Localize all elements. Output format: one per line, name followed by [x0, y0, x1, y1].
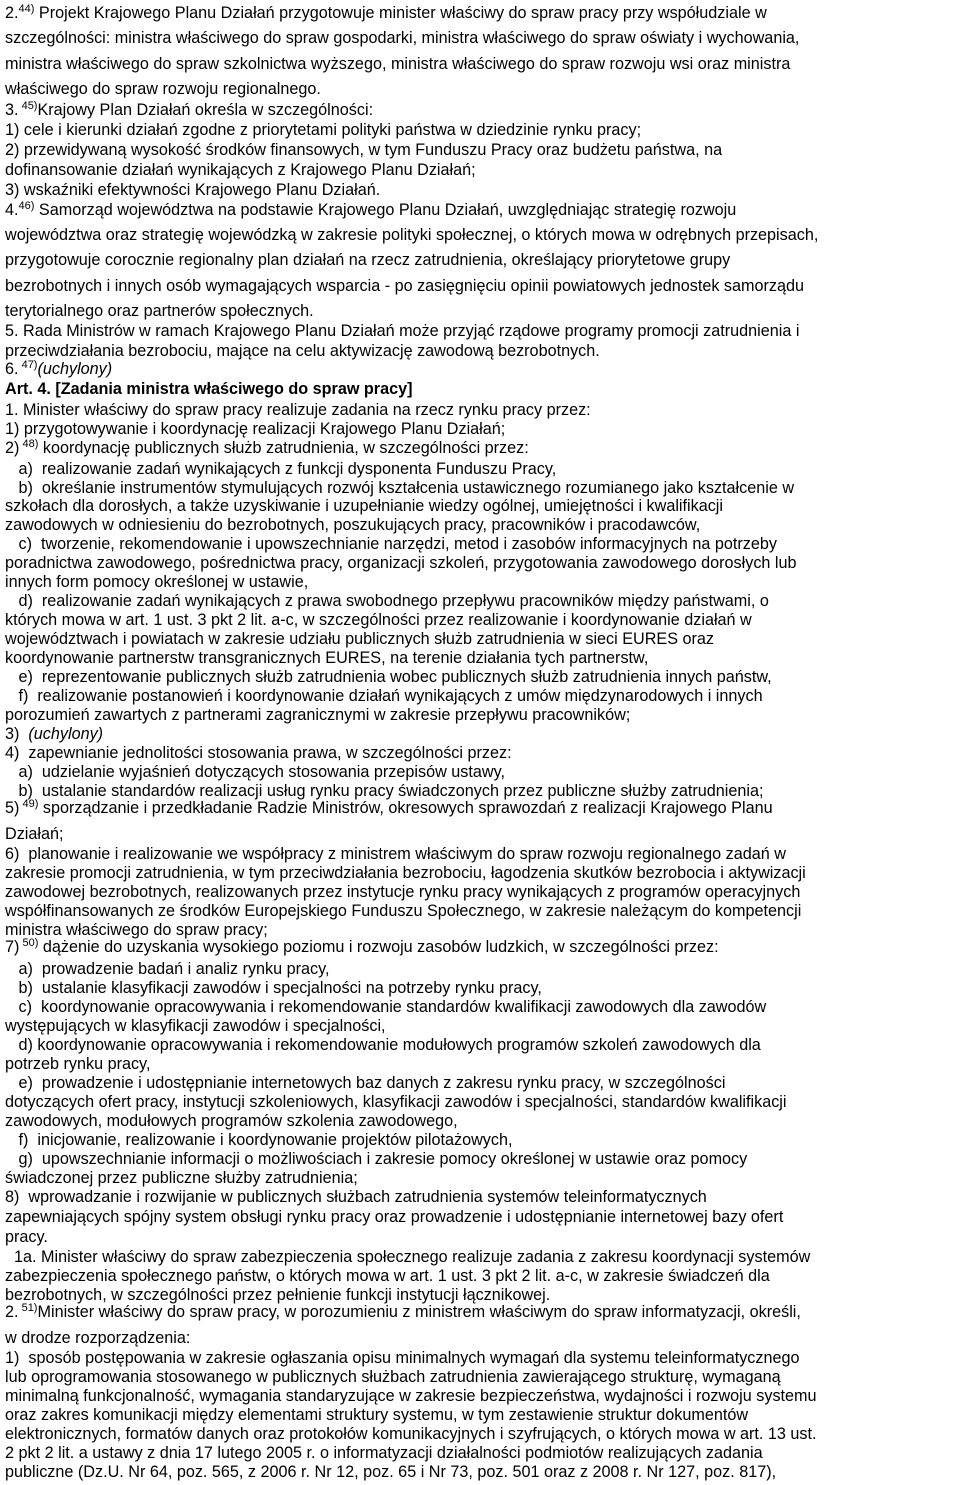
line-text: e) reprezentowanie publicznych służb zatrudnienia wobec publicznych służb zatrudnienia innych państw, [5, 668, 772, 686]
text-line [5, 302, 314, 321]
item-number: 5) [5, 799, 20, 817]
item-number: 1) [5, 420, 20, 438]
line-text: dotyczących ofert pracy, instytucji szkoleniowych, klasyfikacji zawodów i specjalności, standardów kwalifikacji [5, 1093, 787, 1111]
line-text: 1. Minister właściwy do spraw pracy realizuje zadania na rzecz rynku pracy przez: [5, 401, 591, 419]
text-line [5, 763, 505, 782]
text-line [5, 1387, 817, 1406]
line-text: e) prowadzenie i udostępnianie internetowych baz danych z zakresu rynku pracy, w szczególności [5, 1074, 726, 1092]
line-text: porozumień zawartych z partnerami zagranicznymi w zakresie przepływu pracowników; [5, 706, 631, 724]
text-line [5, 535, 777, 554]
text-line [5, 1463, 776, 1482]
line-text: przewidywaną wysokość środków finansowych, w tym Funduszu Pracy oraz budżetu państwa, na [19, 141, 723, 159]
line-text: zabezpieczenia społecznego państw, o których mowa w art. 1 ust. 3 pkt 2 lit. a-c, w zakresie świadczeń dla [5, 1267, 770, 1285]
line-text: Minister właściwy do spraw pracy, w porozumieniu z ministrem właściwym do spraw informatyzacji, określi, [37, 1303, 801, 1321]
line-text: zapewnianie jednolitości stosowania prawa, w szczególności przez: [19, 744, 512, 762]
text-line [5, 80, 321, 99]
line-text: Projekt Krajowego Planu Działań przygotowuje minister właściwy do spraw pracy przy współudziale w [34, 4, 767, 22]
line-text: Działań; [5, 825, 64, 843]
text-line [5, 611, 752, 630]
line-text: b) określanie instrumentów stymulujących rozwój kształcenia ustawicznego rozumianego jako kształcenie w [5, 479, 795, 497]
text-line [5, 322, 799, 341]
line-text: d) koordynowanie opracowywania i rekomendowanie modułowych programów szkoleń zawodowych dla [5, 1036, 761, 1054]
line-text: występujących w klasyfikacji zawodów i specjalności, [5, 1017, 386, 1035]
text-line [5, 799, 773, 818]
line-text: w drodze rozporządzenia: [5, 1329, 191, 1347]
line-text: ministra właściwego do spraw pracy; [5, 921, 268, 939]
line-text: szczególności: ministra właściwego do spraw gospodarki, ministra właściwego do spraw oświaty i wychowania, [5, 29, 800, 47]
line-text: Krajowy Plan Działań określa w szczególności: [37, 101, 374, 119]
text-line [5, 29, 799, 48]
line-text: b) ustalanie klasyfikacji zawodów i specjalności na potrzeby rynku pracy, [5, 979, 542, 997]
text-line [5, 1074, 725, 1093]
text-line [5, 554, 797, 573]
text-line [5, 1329, 190, 1348]
line-text: publiczne (Dz.U. Nr 64, poz. 565, z 2006 r. Nr 12, poz. 65 i Nr 73, poz. 501 oraz z 2008 r. Nr 127, poz. 817), [5, 1463, 777, 1481]
line-text: szkołach dla dorosłych, a także uzyskiwanie i uzupełnianie wiedzy ogólnej, umiejętności i kwalifikacji [5, 497, 723, 515]
line-text: a) realizowanie zadań wynikających z funkcji dysponenta Funduszu Pracy, [5, 460, 557, 478]
item-number: 3) [5, 725, 20, 743]
text-line [5, 1228, 48, 1247]
text-line [5, 497, 723, 516]
line-text: terytorialnego oraz partnerów społecznych. [5, 302, 314, 320]
line-text: sporządzanie i przedkładanie Radzie Ministrów, okresowych sprawozdań z realizacji Krajowego Planu [38, 799, 773, 817]
text-line [5, 420, 505, 439]
line-text: cele i kierunki działań zgodne z priorytetami polityki państwa w dziedzinie rynku pracy; [19, 121, 642, 139]
text-line [5, 181, 380, 200]
line-text: sposób postępowania w zakresie ogłaszania opisu minimalnych wymagań dla systemu teleinformatycznego [19, 1349, 800, 1367]
footnote-marker: 45) [18, 100, 38, 112]
text-line [5, 630, 714, 649]
text-line [5, 649, 648, 668]
line-text: c) koordynowanie opracowywania i rekomendowanie standardów kwalifikacji zawodowych dla zawodów [5, 998, 767, 1016]
item-number: 1) [5, 1349, 20, 1367]
text-line [5, 706, 630, 725]
text-line [5, 825, 63, 844]
line-text: oraz zakres komunikacji między elementami struktury systemu, w tym zestawienie struktur dokumentów [5, 1406, 749, 1424]
text-line [5, 1248, 810, 1267]
line-text: Samorząd województwa na podstawie Krajowego Planu Działań, uwzględniając strategię rozwoju [34, 201, 737, 219]
line-text: bezrobotnych, w szczególności przez pełnienie funkcji instytucji łącznikowej. [5, 1286, 551, 1304]
line-text: bezrobotnych i innych osób wymagających wsparcia - po zasięgnięciu opinii powiatowych jednostek samorządu [5, 277, 805, 295]
line-text: (uchylony) [37, 360, 113, 378]
text-line [5, 55, 790, 74]
text-line [5, 1406, 748, 1425]
line-text: 2 pkt 2 lit. a ustawy z dnia 17 lutego 2005 r. o informatyzacji działalności podmiotów realizujących zadania [5, 1444, 763, 1462]
item-number: 4) [5, 744, 20, 762]
text-line [5, 902, 801, 921]
line-text: świadczonej przez publiczne służby zatrudnienia; [5, 1169, 358, 1187]
line-text: f) inicjowanie, realizowanie i koordynowanie projektów pilotażowych, [5, 1131, 513, 1149]
text-line [5, 141, 722, 160]
text-line [5, 979, 542, 998]
text-line [5, 864, 806, 883]
line-text: c) tworzenie, rekomendowanie i upowszechnianie narzędzi, metod i zasobów informacyjnych na potrzeby [5, 535, 777, 553]
line-text: współfinansowanych ze środków Europejskiego Funduszu Społecznego, w zakresie należącym do kompetencji [5, 902, 802, 920]
item-number: 2. [5, 4, 19, 22]
text-line [5, 938, 719, 957]
footnote-marker: 48) [19, 438, 39, 450]
line-text: g) upowszechnianie informacji o możliwościach i zakresie pomocy określonej w ustawie oraz pomocy [5, 1150, 748, 1168]
text-line [5, 1150, 747, 1169]
text-line [5, 1169, 358, 1188]
line-text: a) udzielanie wyjaśnień dotyczących stosowania przepisów ustawy, [5, 763, 505, 781]
text-line [5, 1055, 150, 1074]
line-text: b) ustalanie standardów realizacji usług rynku pracy świadczonych przez publiczne służby zatrudnienia; [5, 782, 764, 800]
item-number: 2) [5, 439, 20, 457]
text-line [5, 998, 766, 1017]
text-line [5, 1303, 801, 1322]
line-text: przygotowywanie i koordynację realizacji Krajowego Planu Działań; [19, 420, 506, 438]
text-line [5, 516, 700, 535]
text-line [5, 479, 794, 498]
item-number: 2. [5, 1303, 19, 1321]
line-text: Art. 4. [Zadania ministra właściwego do spraw pracy] [5, 380, 413, 398]
line-text: 5. Rada Ministrów w ramach Krajowego Planu Działań może przyjąć rządowe programy promocji zatrudnienia i [5, 322, 800, 340]
line-text: województwa oraz strategię wojewódzką w zakresie polityki społecznej, o których mowa w odrębnych przepisach, [5, 226, 819, 244]
line-text: 1a. Minister właściwy do spraw zabezpieczenia społecznego realizuje zadania z zakresu koordynacji systemów [5, 1248, 811, 1266]
line-text: d) realizowanie zadań wynikających z prawa swobodnego przepływu pracowników między państwami, o [5, 592, 769, 610]
text-line [5, 1188, 707, 1207]
text-line [5, 1444, 763, 1463]
text-line [5, 277, 804, 296]
text-line [5, 360, 112, 379]
text-line [5, 460, 556, 479]
line-text: elektronicznych, formatów danych oraz protokołów komunikacyjnych i szyfrujących, o których mowa w art. 13 ust. [5, 1425, 817, 1443]
line-text: właściwego do spraw rozwoju regionalnego. [5, 80, 321, 98]
line-text: przeciwdziałania bezrobociu, mające na celu aktywizację zawodową bezrobotnych. [5, 342, 600, 360]
text-line [5, 1036, 761, 1055]
line-text: dofinansowanie działań wynikających z Krajowego Planu Działań; [5, 161, 476, 179]
footnote-marker: 51) [18, 1302, 38, 1314]
line-text: minimalną funkcjonalność, wymagania standaryzujące w zakresie bezpieczeństwa, wydajności i rozwoju systemu [5, 1387, 817, 1405]
item-number: 4. [5, 201, 19, 219]
text-line [5, 251, 730, 270]
line-text: wprowadzanie i rozwijanie w publicznych służbach zatrudnienia systemów teleinformatycznych [19, 1188, 707, 1206]
line-text: ministra właściwego do spraw szkolnictwa wyższego, ministra właściwego do spraw rozwoju wsi oraz ministra [5, 55, 791, 73]
text-line [5, 744, 512, 763]
line-text: zawodowych, modułowych programów szkolenia zawodowego, [5, 1112, 458, 1130]
text-line [5, 725, 103, 744]
footnote-marker: 47) [18, 359, 38, 371]
line-text: koordynowanie partnerstw transgranicznych EURES, na terenie działania tych partnerstw, [5, 649, 649, 667]
line-text: zapewniających spójny system obsługi rynku pracy oraz prowadzenie i udostępnianie internetowej bazy ofert [5, 1208, 784, 1226]
text-line [5, 201, 736, 220]
item-number: 6. [5, 360, 19, 378]
footnote-marker: 46) [18, 200, 35, 212]
line-text: których mowa w art. 1 ust. 3 pkt 2 lit. a-c, w szczególności przez realizowanie i koordynowanie działań w [5, 611, 752, 629]
text-line [5, 1349, 800, 1368]
text-line [5, 1017, 386, 1036]
text-line [5, 439, 529, 458]
item-number: 7) [5, 938, 20, 956]
text-line [5, 1131, 512, 1150]
line-text: zawodowych w odniesieniu do bezrobotnych, poszukujących pracy, pracowników i pracodawców, [5, 516, 701, 534]
line-text: a) prowadzenie badań i analiz rynku pracy, [5, 960, 330, 978]
text-line [5, 101, 373, 120]
line-text: zawodowej bezrobotnych, realizowanych przez instytucje rynku pracy wynikających z programów operacyjnych [5, 883, 801, 901]
line-text: (uchylony) [19, 725, 104, 743]
text-line [5, 687, 763, 706]
line-text: lub oprogramowania stosowanego w publicznych służbach zatrudnienia zawierającego strukturę, wymaganą [5, 1368, 781, 1386]
text-line [5, 226, 818, 245]
text-line [5, 1368, 781, 1387]
line-text: wskaźniki efektywności Krajowego Planu Działań. [19, 181, 381, 199]
text-line [5, 883, 800, 902]
text-line [5, 1425, 817, 1444]
line-text: potrzeb rynku pracy, [5, 1055, 151, 1073]
text-line [5, 161, 476, 180]
item-number: 3) [5, 181, 20, 199]
line-text: koordynację publicznych służb zatrudnienia, w szczególności przez: [38, 439, 529, 457]
text-line [5, 1112, 458, 1131]
item-number: 1) [5, 121, 20, 139]
text-line [5, 668, 772, 687]
text-line [5, 4, 767, 23]
text-line [5, 960, 330, 979]
line-text: zakresie promocji zatrudnienia, w tym przeciwdziałania bezrobociu, łagodzenia skutków bezrobocia i aktywizacji [5, 864, 806, 882]
line-text: województwach i powiatach w zakresie udziału publicznych służb zatrudnienia w sieci EURES oraz [5, 630, 714, 648]
line-text: dążenie do uzyskania wysokiego poziomu i rozwoju zasobów ludzkich, w szczególności przez: [38, 938, 719, 956]
text-line [5, 342, 600, 361]
text-line [5, 573, 308, 592]
text-line [5, 1093, 787, 1112]
footnote-marker: 50) [19, 937, 39, 949]
footnote-marker: 44) [18, 3, 35, 15]
line-text: przygotowuje corocznie regionalny plan działań na rzecz zatrudnienia, określający priorytetowe grupy [5, 251, 731, 269]
line-text: innych form pomocy określonej w ustawie, [5, 573, 309, 591]
line-text: planowanie i realizowanie we współpracy z ministrem właściwym do spraw rozwoju regionalnego zadań w [19, 845, 786, 863]
item-number: 6) [5, 845, 20, 863]
item-number: 8) [5, 1188, 20, 1206]
item-number: 3. [5, 101, 19, 119]
text-line [5, 592, 769, 611]
text-line [5, 1208, 783, 1227]
item-number: 2) [5, 141, 20, 159]
text-line [5, 380, 413, 399]
text-line [5, 845, 786, 864]
footnote-marker: 49) [19, 798, 39, 810]
line-text: poradnictwa zawodowego, pośrednictwa pracy, organizacji szkoleń, przygotowania zawodowego dorosłych lub [5, 554, 797, 572]
line-text: f) realizowanie postanowień i koordynowanie działań wynikających z umów międzynarodowych i innych [5, 687, 763, 705]
text-line [5, 1267, 770, 1286]
line-text: pracy. [5, 1228, 48, 1246]
text-line [5, 121, 641, 140]
text-line [5, 401, 591, 420]
